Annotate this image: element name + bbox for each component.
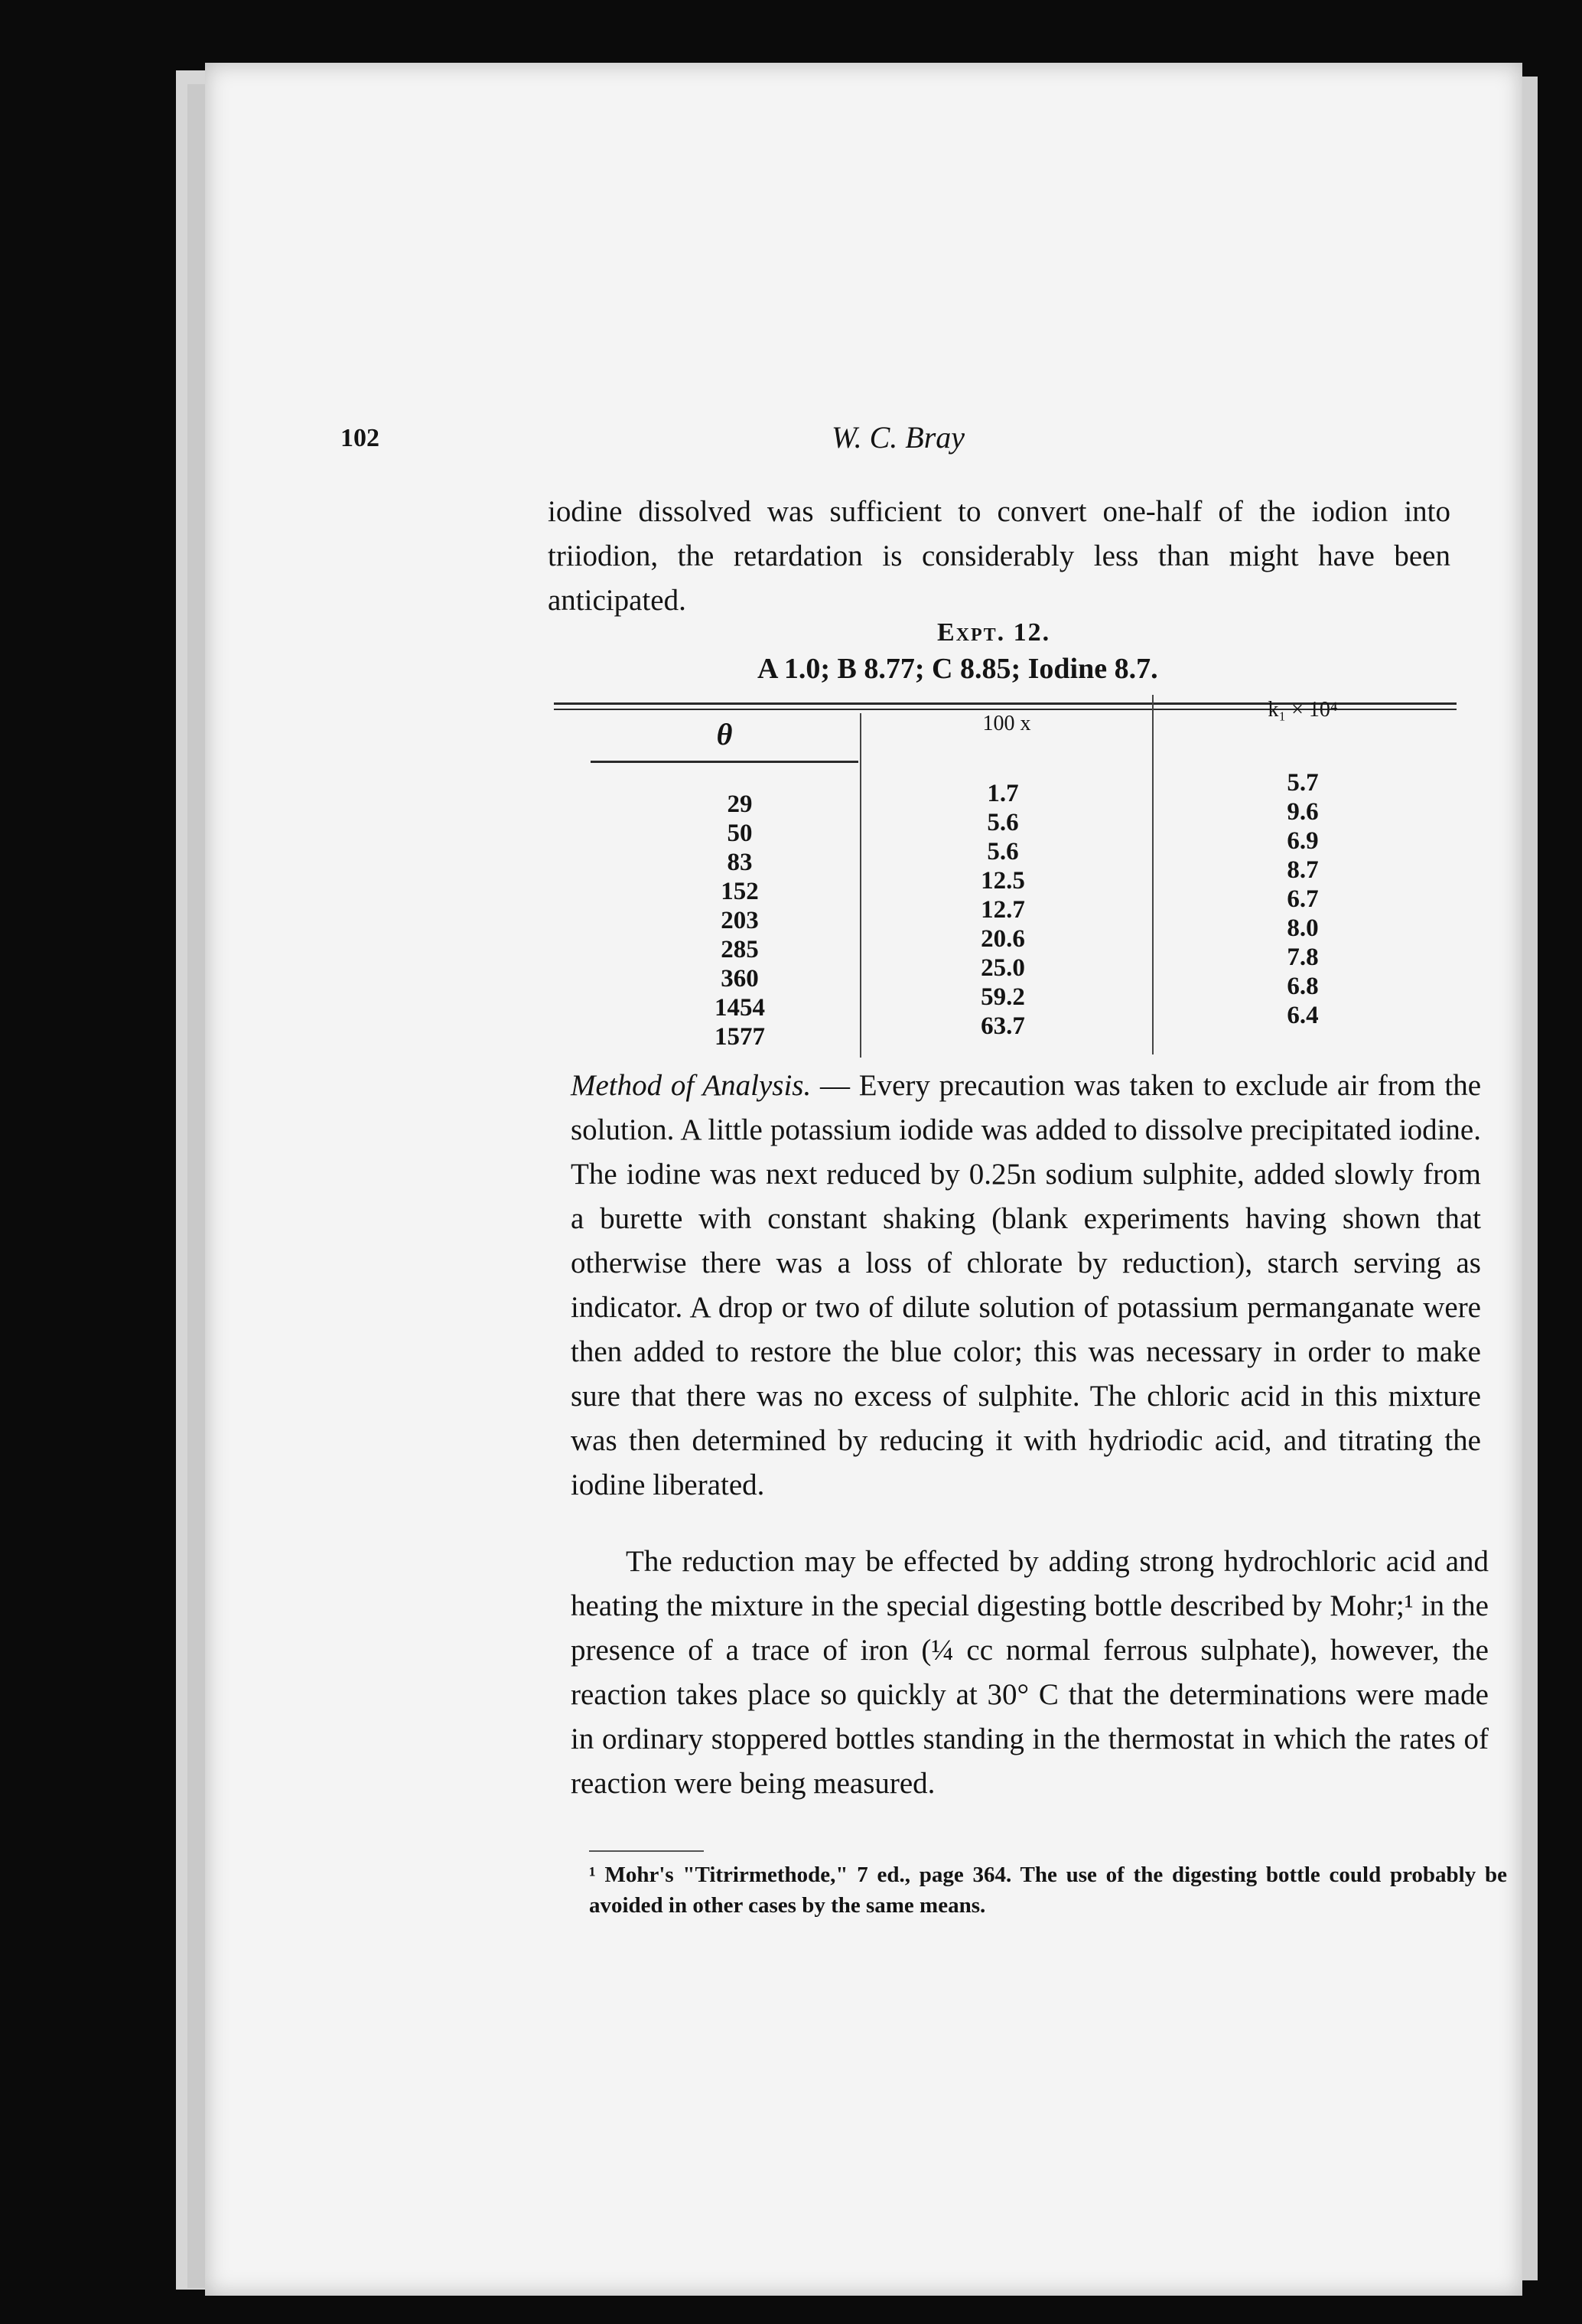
column-header-theta: θ [716, 717, 733, 751]
k1-cell: 6.8 [1287, 973, 1319, 1000]
k1-cell: 8.7 [1287, 856, 1319, 884]
footnote-rule [589, 1850, 704, 1852]
column-theta [591, 790, 889, 1051]
paragraph-intro: iodine dissolved was sufficient to convert one-half of the iodion into triiodion, the retardation is considerably less than might have been anticipated. [548, 495, 1450, 617]
theta-cell: 1577 [715, 1023, 765, 1051]
x100-cell: 12.5 [981, 867, 1025, 895]
k1-cell: 6.7 [1287, 885, 1319, 913]
theta-cell: 50 [727, 820, 753, 847]
x100-cell: 59.2 [981, 983, 1025, 1011]
x100-cell: 1.7 [987, 780, 1019, 807]
k1-cell: 6.4 [1287, 1002, 1319, 1029]
x100-cell: 25.0 [981, 954, 1025, 982]
paragraph-method-of-analysis [571, 1064, 1481, 1508]
table-params: A 1.0; B 8.77; C 8.85; Iodine 8.7. [757, 653, 1158, 685]
x100-cell: 20.6 [981, 925, 1025, 953]
column-header-k1: k₁ × 10⁴ [1268, 698, 1338, 722]
k1-cell: 7.8 [1287, 944, 1319, 971]
x100-cell: 5.6 [987, 809, 1019, 836]
footnote: ¹ Mohr's "Titrirmethode," 7 ed., page 364. The use of the digesting bottle could probably be avoided in other cases by the same means. [589, 1863, 1507, 1918]
k1-cell: 5.7 [1287, 769, 1319, 797]
column-100x [861, 779, 1144, 1041]
theta-cell: 29 [727, 790, 753, 818]
table-header-rule [591, 761, 858, 763]
paragraph-reduction: The reduction may be effected by adding strong hydrochloric acid and heating the mixture in the special digesting bottle described by Mohr;¹ in the presence of a trace of iron (¼ cc normal ferrous sulphate), however, the reaction takes place so quickly at 30° C that the determinations were made in ordinary stoppered bottles standing in the thermostat in which the rates of reaction were being measured. [571, 1545, 1489, 1800]
page-number: 102 [340, 424, 379, 452]
x100-cell: 5.6 [987, 838, 1019, 865]
k1-cell: 9.6 [1287, 798, 1319, 826]
theta-cell: 1454 [715, 994, 765, 1022]
theta-cell: 285 [721, 936, 759, 963]
k1-cell: 8.0 [1287, 914, 1319, 942]
method-body: — Every precaution was taken to exclude air from the solution. A little potassium iodide was added to dissolve precipitated iodine. The iodine was next reduced by 0.25n sodium sulphite, added slowly from a burette with constant shaking (blank experiments having shown that otherwise there was a loss of chlorate by reduction), starch serving as indicator. A drop or two of dilute solution of potassium permanganate were then added to restore the blue color; this was necessary in order to make sure that there was no excess of sulphite. The chloric acid in this mixture was then determined by reducing it with hydriodic acid, and titrating the iodine liberated. [571, 1069, 1482, 1501]
table-title: Expt. 12. [937, 618, 1051, 647]
section-heading-method: Method of Analysis. [571, 1069, 812, 1102]
column-k1 [1154, 768, 1452, 1030]
k1-cell: 6.9 [1287, 827, 1319, 855]
x100-cell: 63.7 [981, 1012, 1025, 1040]
x100-cell: 12.7 [981, 896, 1025, 924]
theta-cell: 152 [721, 878, 759, 905]
column-header-100x: 100 x [982, 712, 1031, 735]
theta-cell: 203 [721, 907, 759, 934]
page-header [340, 419, 1456, 465]
theta-cell: 83 [727, 849, 753, 876]
theta-cell: 360 [721, 965, 759, 993]
running-head: W. C. Bray [831, 420, 965, 455]
